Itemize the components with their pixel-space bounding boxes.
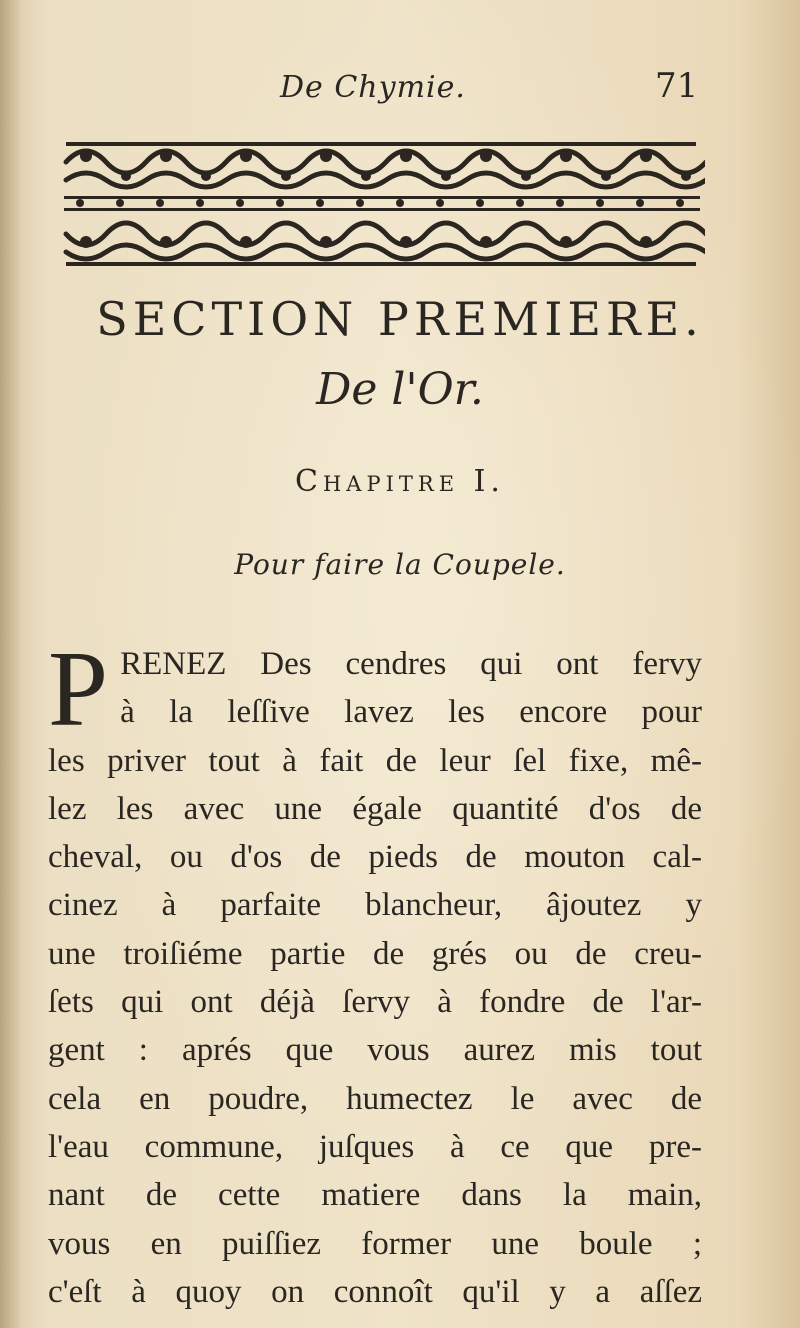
running-head-title: De Chymie. [280, 70, 466, 105]
text-line: les priver tout à fait de leur ſel fixe, mê- [48, 742, 702, 779]
page-gutter-shadow [0, 0, 22, 1328]
text-line: l'eau commune, juſques à ce que pre- [48, 1128, 702, 1165]
chapter-heading: Chapitre I. [295, 464, 505, 499]
text-line: gent : aprés que vous aurez mis tout [48, 1032, 702, 1069]
page-number: 71 [655, 66, 699, 106]
drop-cap: P [48, 630, 109, 749]
text-line: cinez à parfaite blancheur, âjoutez y [48, 887, 702, 924]
text-line: c'eſt à quoy on connoît qu'il y a aſſez [48, 1273, 702, 1310]
text-line: RENEZ Des cendres qui ont fervy [120, 646, 702, 682]
subject-heading: De l'Or. [316, 364, 484, 415]
text-line: lez les avec une égale quantité d'os de [48, 790, 702, 827]
text-line: ſets qui ont déjà ſervy à fondre de l'ar- [48, 984, 702, 1021]
chapter-title: Pour faire la Coupele. [234, 548, 566, 581]
text-line: à la leſſive lavez les encore pour [120, 694, 702, 731]
headpiece-ornament [60, 132, 705, 270]
text-line: nant de cette matiere dans la main, [48, 1177, 702, 1214]
text-line: cheval, ou d'os de pieds de mouton cal- [48, 839, 702, 876]
text-line: cela en poudre, humectez le avec de [48, 1080, 702, 1117]
running-head [0, 62, 800, 112]
section-title: SECTION PREMIERE. [96, 292, 704, 346]
body-paragraph [48, 630, 702, 1316]
text-line: vous en puiſſiez former une boule ; [48, 1225, 702, 1262]
text-line: une troiſiéme partie de grés ou de creu- [48, 935, 702, 972]
